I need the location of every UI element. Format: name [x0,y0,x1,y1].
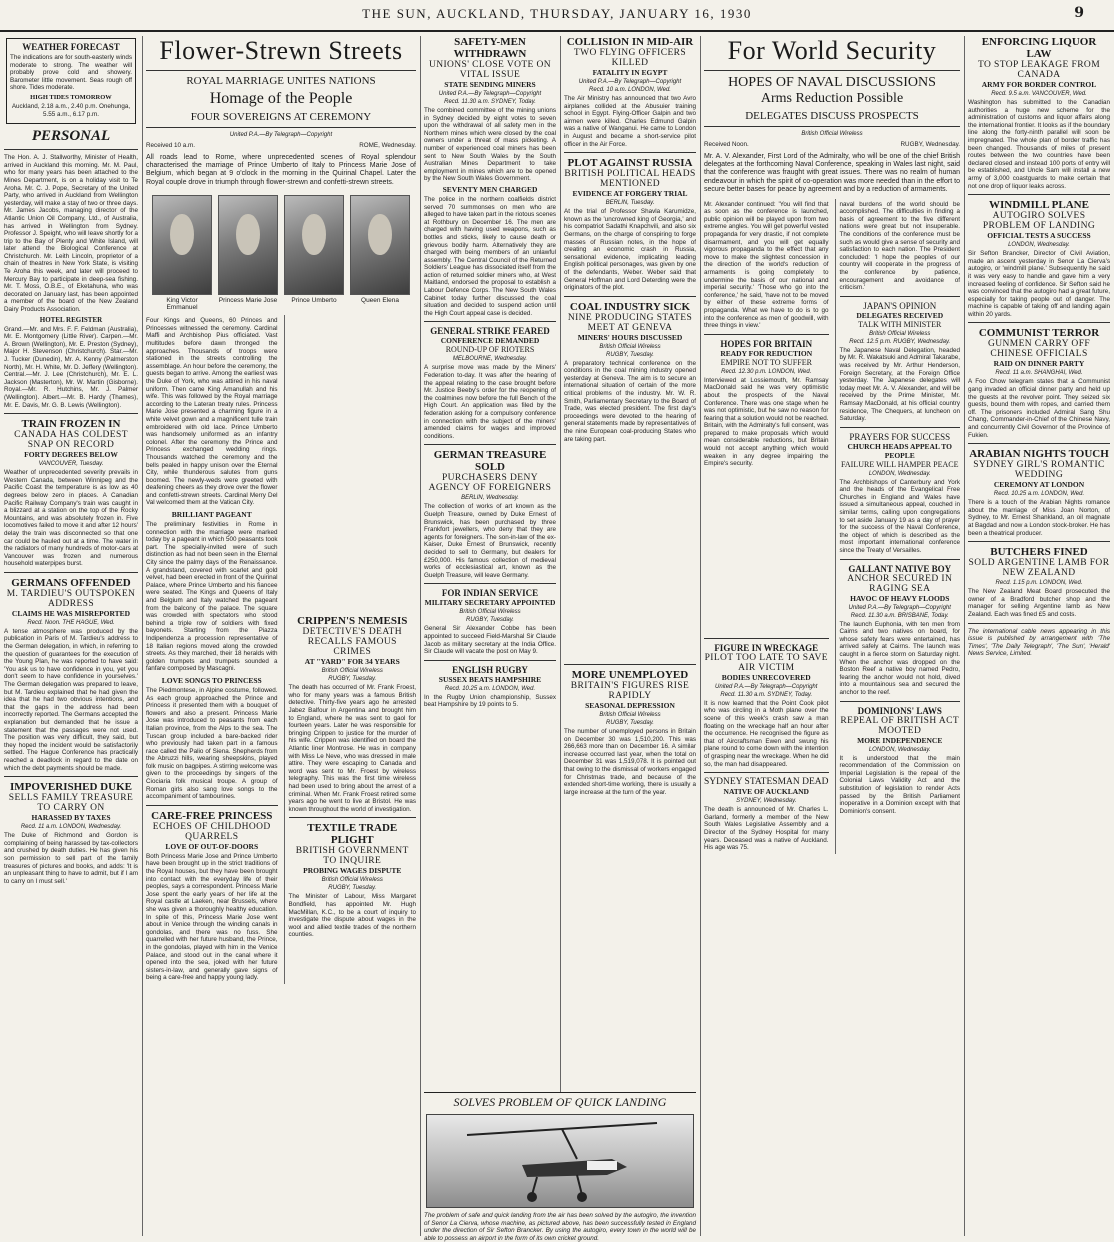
textile-text: The Minister of Labour, Miss Margaret Bondfield, has appointed Mr. Hugh MacMillan, K.C., to be a court of inquiry to investigate the dispute about wages in the wool and allied textile trades of the northern counties. [288,893,416,939]
unemp-credit: British Official Wireless [599,712,661,718]
collision-sub2: FATALITY IN EGYPT [592,68,668,77]
japan-sub1: DELEGATES RECEIVED [856,310,944,320]
indian-heading: FOR INDIAN SERVICE [441,588,539,599]
windmill-sub2: OFFICIAL TESTS A SUCCESS [987,231,1091,241]
unemp-dateline: RUGBY, Tuesday. [606,720,654,726]
flower-col-b [284,315,417,984]
liquor-sub1: TO STOP LEAKAGE FROM CANADA [977,60,1101,80]
dominion-sub1: REPEAL OF BRITISH ACT MOOTED [840,715,960,736]
rugby-dateline: Recd. 10.25 a.m. LONDON, Wed. [444,685,536,692]
wreckage-text: It is now learned that the Point Cook pilot who was circling in a Moth plane over the scene of this week's crash saw a man floating on the wreckage half an hour after the occurrence. He recognised the figure as that of Aircraftsman Ewen and swung his plane round to come down with the intention of grasping near the wreckage. When he did so, the man had disappeared. [704,699,829,768]
arabian-heading: ARABIAN NIGHTS TOUCH [969,448,1109,461]
collision-sub1: TWO FLYING OFFICERS KILLED [573,48,687,68]
coal-credit: British Official Wireless [599,343,661,350]
personal-heading: PERSONAL [31,128,111,145]
flower-received: Received 10 a.m. [146,142,196,149]
strike-dateline: MELBOURNE, Wednesday. [452,356,528,363]
wreckage-sub2: BODIES UNRECOVERED [721,672,811,682]
collision-credit: United P.A.—By Telegraph—Copyright [578,79,682,85]
flower-sub3: FOUR SOVEREIGNS AT CEREMONY [190,111,372,123]
germans-sub1: M. TARDIEU'S OUTSPOKEN ADDRESS [6,588,136,609]
dominion-sub2: MORE INDEPENDENCE [857,735,943,745]
photo-caption: Queen Elena [361,297,399,305]
duke-text: The Duke of Richmond and Gordon is complaining of being harassed by tax-collectors and crushed by death duties. He has given his son permission to sell part of the family treasures of pictures and books, and adds: 'It is an unpleasant thing to have to admit, but if I am to carry on I must sell.' [4,832,138,885]
arabian-text: There is a touch of the Arabian Nights romance about the marriage of Miss Joan Norton, of Sydney, to Mr. Ernest Shankland, an oil magnate at Bagdad and now a London stock-broker. He has been a theatrical producer. [968,499,1110,537]
autogiro-drawing [427,1115,697,1207]
butchers-sub: SOLD ARGENTINE LAMB FOR NEW ZEALAND [968,558,1110,579]
photo-queen [350,195,410,295]
flower-body4: Both Princess Marie Jose and Prince Umberto have been brought up in the strict traditions of the Royal houses, but they have been brought into contact with the everyday life of their peoples, says a correspondent. Princess Marie Jose spent the early years of her life at the Royal castle at Laeken, near Brussels, where she was given a thoroughly healthy education. In spite of this, Princess Marie Jose went about in Venice through the winding canals in gondolas, and there was no fuss. She quarrelled with her future husband, the Prince, in the gondolas, played with him in the Venice Palace, and stood out in the canal where it opened into the sea, joked with her future sisters-in-law, and generally gave signs of being a care-free and happy young lady. [146,852,278,982]
wreckage-sub1: PILOT TOO LATE TO SAVE AIR VICTIM [704,652,828,673]
strike-text: A surprise move was made by the Miners' Federation to-day. It was after the hearing of the appeal relating to the case brought before Mr. Justice Beeby's order for the reopening of the coalmines now before the full Bench of the High Court. An application was filed by the federation asking for a compulsory conference in connection with the subject of the miners' amended claims for wages and improved conditions. [424,364,556,440]
flower-body3: The Piedmontese, in Alpine costume, followed. As each group approached the Prince and Princess it presented them with a bouquet of flowers and also a present. Princess Marie Jose was introduced to peasants from each Italian province, from the Alps to the sea. The Tuscan group included a bare-backed rider who previously had taken part in a famous race called the Palio of Siena. Shepherds from the Abruzzi hills, wearing sheepskins, played folk music on bagpipes. A stirring welcome was given to the proceedings by singers of the Ciociaria folk musical troupe. A group of Roman girls also sang love songs to the accompaniment of tambourines. [146,686,278,801]
duke-dateline: Recd. 11 a.m. LONDON, Wednesday. [20,824,122,831]
windmill-sub1: AUTOGIRO SOLVES PROBLEM OF LANDING [982,211,1096,232]
arabian-sub1: SYDNEY GIRL'S ROMANTIC WEDDING [973,460,1105,481]
wreckage-heading: FIGURE IN WRECKAGE [714,642,819,653]
column-right [968,36,1110,1236]
security-col-b [835,199,961,854]
indian-text: General Sir Alexander Cobbe has been appointed to succeed Field-Marshal Sir Claude Jacob as military secretary at the India Office. Sir Claude will vacate the post on May 9. [424,625,556,656]
russia-sub1: BRITISH POLITICAL HEADS MENTIONED [564,169,696,190]
safety-text: The combined committee of the mining unions in Sydney decided by eight votes to seven upon the withdrawal of all safety men in the Northern mines which were closed by the coal owners under a threat of mass picketing. A number of experienced coal miners has been sent to New South Wales by the South Australian Mines Department to take employment in mines which are to be opened by the New South Wales Government. [424,107,556,183]
train-sub2: FORTY DEGREES BELOW [24,450,118,460]
prayers-heading: PRAYERS FOR SUCCESS [849,431,951,442]
column-rule [964,36,965,1236]
tides-heading: HIGH TIDES TOMORROW [30,93,112,101]
hopes-sub1: READY FOR REDUCTION [720,348,813,358]
german-text: The collection of works of art known as the Guelph Treasure, owned by Duke Ernest of Brunswick, has been purchased by three Frankfort jewellers, who deny that they are agents for foreigners. The son-in-law of the ex-Kaiser, Duke Ernest of Brunswick, recently decided to sell to Germany, but dealers for £250,000. His famous collection of medieval works of ecclesiastical art, known as the Guelph Treasure, will leave Germany. [424,503,556,579]
carefree-sub: ECHOES OF CHILDHOOD QUARRELS [152,821,271,842]
germans-text: A tense atmosphere was produced by the publication in Paris of M. Tardieu's address to the German delegation, in which, in referring to the question of guarantees for the execution of the Young Plan, he was reported to have said: 'You ask us to have confidence in you, yet you don't seem to have confidence in yourselves.' The German delegation was prepared to leave, but M. Tardieu explained that he had given the idea that he had two obvious intentions, and that the gaps in the address had been incorrectly reported. The Germans accepted the explanation but demanded that he issue a statement that the passages were not used. The position was very difficult, they said, but they hoped the incident would be satisfactorily settled. The Hague Conference has practically reached a deadlock in regard to the date on which the debt payments should be made. [4,627,138,772]
autogiro-photo [426,1114,694,1208]
rugby-text: In the Rugby Union championship, Sussex beat Hampshire by 19 points to 5. [424,693,556,709]
duke-heading: IMPOVERISHED DUKE [10,781,132,794]
unemp-sub1: BRITAIN'S FIGURES RISE RAPIDLY [570,681,690,701]
wreckage-credit: United P.A.—By Telegraph—Copyright [715,683,818,690]
communist-text: A Foo Chow telegram states that a Communist gang invaded an official dinner party and held up the guests at the revolver point. They seized six guests, bound them with ropes, and carried them off. The prisoners included Admiral Sang Shu Chang, Commander-in-Chief of the Chinese Navy, and concurrently Civil Governor of the Province of Fukien. [968,378,1110,439]
rugby-sub: SUSSEX BEATS HAMPSHIRE [438,674,542,684]
indian-credit: British Official Wireless [459,609,521,616]
russia-dateline: BERLIN, Tuesday. [605,200,655,207]
photo-king [152,195,212,295]
carefree-sub2: LOVE OF OUT-OF-DOORS [165,841,259,851]
gallant-sub2: HAVOC OF HEAVY FLOODS [850,593,950,603]
flower-credit: United P.A.—By Telegraph—Copyright [229,132,333,138]
japan-credit: British Official Wireless [869,330,931,337]
russia-sub2: EVIDENCE AT FORGERY TRIAL [572,189,688,199]
textile-dateline: RUGBY, Tuesday. [328,885,377,892]
windmill-heading: WINDMILL PLANE [989,199,1089,212]
security-lede: Mr. A. V. Alexander, First Lord of the Admiralty, who will be one of the chief British delegates at the forthcoming Naval Conference, speaking in Wales last night, said that the conference was fraught with great issues. There was no realm of human endeavour in which the spirit of co-operation was more needed than in the effort to secure better bases for peace by agreement and by a reduction of armaments. [704,152,960,194]
security-col-a [704,199,829,854]
weather-heading: WEATHER FORECAST [22,42,120,52]
strike-sub2: ROUND-UP OF RIOTERS [445,345,535,355]
communist-dateline: Recd. 11 a.m. SHANGHAI, Wed. [995,370,1083,377]
photo-captions [152,297,410,311]
flower-headline: Flower-Strewn Streets [159,36,403,65]
safety-dateline: Recd. 11.30 a.m. SYDNEY, Today. [444,99,536,105]
flower-sub2: Homage of the People [209,90,353,107]
germans-sub2: CLAIMS HE WAS MISREPORTED [11,608,131,618]
hotel-text: Grand.—Mr. and Mrs. F. F. Feldman (Australia), Mr. E. Montgomery (Little River). Carpen.—Mr. A. Brown (Wellington), Mr. E. Preston (Sydney), Major H. Stevenson (Christchurch). Star.—Mr. J. Tucker (Dunedin), Mr. A. Kenny (Palmerston North), Mr. H. White, Mr. D. Jeffery (Wellington). Central.—Mr. J. Lee (Christchurch), Mr. E. L. Jackson (Masterton), Mr. W. Martin (Gisborne). Royal.—Mr. R. Hutchins, Mr. J. Palmer (Wellington). Albert.—Mr. B. Hardy (Thames), Mr. E. Davis, Mr. G. B. Lewis (Wellington). [4,325,138,409]
personal-text: The Hon. A. J. Stallworthy, Minister of Health, arrived in Auckland this morning. Mr. M. Paul, who for many years has been attached to the Mines Department, is on a holiday visit to Te Aroha. Mr. C. J. Pope, Secretary of the United Party, who arrived in Auckland from Wellington yesterday, will make a stay of two or three days. Mr. James Jacobs, managing director of the Atlantic Union Oil Company, Ltd., of Australia, has arrived in Wellington from Sydney. Professor J. Speight, who will leave shortly for a trip to the Bay of Plenty and White Island, will later attend the Biological Conference at Christchurch. Mr. Leith Lincoln, proprietor of a chain of theatres in New York State, is visiting Te Aroha this week, and later will proceed to Mercury Bay to participate in deep-sea fishing. Mr. T. Moss, O.B.E., of Eketahuna, who was decorated on January last, has been appointed a member of the board of the New Zealand Dairy Products Association. [4,154,138,314]
statesman-heading: SYDNEY STATESMAN DEAD [704,777,829,788]
duke-sub1: SELLS FAMILY TREASURE TO CARRY ON [8,793,134,814]
liquor-heading: ENFORCING LIQUOR LAW [981,36,1097,60]
flower-body1: Four Kings and Queens, 60 Princes and Princesses witnessed the ceremony. Cardinal Maffi and Archbishop Pius officiated. Vast multitudes before dawn thronged the approaches. Thousands of troops were stationed in the streets controlling the assemblage. An hour before the ceremony, the guests began to arrive. Among the earliest was the Duke of York, who was attired in his naval uniform. Then came King Amanullah and his wife. This was followed by the Royal marriage according to the Lateran treaty rules. Princess Marie Jose presented a charming figure in a white velvet gown and a magnificent tulle train embroidered with old lace. Prince Umberto was handsomely uniformed as an infantry colonel. After the ceremony the Prince and Princess exchanged wedding rings. Thousands watched the ceremony and the bells pealed in happy unison over the Eternal City, while thunderous salutes from guns boomed. The newly-weds were greeted with deafening cheers as they drove over the flower and confetti-strewn streets. Cardinal Merry Del Val welcomed them at the Vatican City. [146,317,278,507]
communist-heading: COMMUNIST TERROR [978,327,1100,340]
statesman-text: The death is announced of Mr. Charles L. Garland, formerly a member of the New South Wales Legislative Assembly and a Director of the Sydney Hospital for many years. Deceased was a native of Auckland. His age was 75. [704,806,829,852]
security-sub2: Arms Reduction Possible [760,91,904,106]
textile-sub2: PROBING WAGES DISPUTE [303,866,402,876]
hopes-dateline: Recd. 12.30 p.m. LONDON, Wed. [721,368,812,375]
security-dateline: RUGBY, Wednesday. [900,141,960,148]
strike-heading: GENERAL STRIKE FEARED [430,326,550,337]
coal-text: A preparatory technical conference on the conditions in the coal mining industry opened yesterday at Geneva. The aim is to secure an international situation of certain of the more critical problems of the industry. Mr. W. R. Smith, Parliamentary Secretary to the Board of Trade, was elected president. The first day's proceedings were devoted to the hearing of general statements made by representatives of the nine European coal-producing States who are taking part. [564,359,696,443]
flower-lede: All roads lead to Rome, where unprecedented scenes of Royal splendour characterised the marriage of Prince Umberto of Italy to Princess Marie Jose of Belgium, which began at 9 o'clock in the morning in the Quirinal Chapel. Later the Royal couple drove in triumph through flower-strewn and confetti-strewn streets. [146,153,416,186]
wreckage-dateline: Recd. 11.30 a.m. SYDNEY, Today. [720,691,813,698]
masthead-title: THE SUN, AUCKLAND, THURSDAY, JANUARY 16, 1930 [362,6,752,21]
security-sub3: DELEGATES DISCUSS PROSPECTS [745,110,919,122]
gallant-text: The launch Euphonia, with ten men from Cairns and two natives on board, for whose safety fears were entertained, has arrived safely at Cairns. The launch was caught in a fierce storm on Saturday night. When the anchor was dropped on the Boston Reef a native boy named Pedro, fearing the anchor would not hold, dived into a mountainous sea and secured the anchor to the reef. [839,620,960,696]
prayers-sub2: FAILURE WILL HAMPER PEACE [841,459,959,469]
security-credit: British Official Wireless [801,131,863,137]
gallant-sub1: ANCHOR SECURED IN RAGING SEA [847,573,953,594]
crippen-dateline: RUGBY, Tuesday. [328,676,377,683]
rugby-heading: ENGLISH RUGBY [452,664,528,675]
seventy-heading: SEVENTY MEN CHARGED [442,184,538,194]
train-heading: TRAIN FROZEN IN [21,418,121,431]
safety-credit: United P.A.—By Telegraph—Copyright [438,91,542,97]
indian-sub: MILITARY SECRETARY APPOINTED [424,598,556,608]
safety-sub1: UNIONS' CLOSE VOTE ON VITAL ISSUE [428,60,552,80]
crippen-sub1: DETECTIVE'S DEATH RECALLS FAMOUS CRIMES [302,627,403,658]
japan-dateline: Recd. 12.5 p.m. RUGBY, Wednesday. [849,338,951,345]
crippen-heading: CRIPPEN'S NEMESIS [297,615,408,628]
gallant-credit: United P.A.—By Telegraph—Copyright [848,604,951,611]
textile-sub1: BRITISH GOVERNMENT TO INQUIRE [295,846,409,867]
gallant-dateline: Recd. 11.30 a.m. BRISBANE, Today. [850,612,949,619]
flower-col-a [146,315,278,984]
column-rule [420,36,421,1236]
indian-dateline: RUGBY, Tuesday. [466,617,514,624]
photo-caption: Prince Umberto [291,297,337,305]
russia-heading: PLOT AGAINST RUSSIA [567,157,693,170]
quick-landing-caption: The problem of safe and quick landing from the air has been solved by the autogiro, the invention of Senor La Cierva, whose machine, as pictured above, has been successfully tested in England under the direction of Sir Sefton Brancker. By using the autogiro, every town in the world will be able to possess an airport in the form of its own cricket ground. [424,1212,696,1242]
naval-text: naval burdens of the world should be accomplished. The difficulties in finding a basis of agreement to the five different nations were great but not insuperable. The conditions of the conference must be such as would give a sense of security and satisfaction to each nation. The President concluded: 'I hope the peoples of our country will cooperate in the progress of the conference by patience, encouragement and avoidance of criticism.' [839,200,960,292]
safety-heading: SAFETY-MEN WITHDRAWN [453,36,527,60]
liquor-text: Washington has submitted to the Canadian authorities a huge new scheme for the administration of customs and liquor affairs along the international frontier. It looks as if the boundary line along the forty-ninth parallel will soon be impregnated. The whole plan of border traffic has been changed. Thousands of miles of present routes between the two countries have been declared closed and instead 100 ports of entry will be established, and Uncle Sam will install a new army of 3,000 coastguards to make certain that not one drop of liquor leaks across. [968,99,1110,190]
gallant-heading: GALLANT NATIVE BOY [848,563,952,574]
butchers-text: The New Zealand Meat Board prosecuted the owner of a Bradford butcher shop and the manager for selling Argentine lamb as New Zealand. Each was fined £5 and costs. [968,588,1110,618]
photo-caption: Princess Marie Jose [218,297,278,305]
unemp-heading: MORE UNEMPLOYED [571,669,689,681]
security-body: Mr. Alexander continued: 'You will find that as soon as the conference is launched, public opinion will be played upon from two extreme angles. You will get powerful vested propaganda for very drastic, if not complete disarmament, and you will get equally vigorous propaganda to the effect that any move to make the slightest concession in the direction of the world's reduction of armaments is going completely to undermine the basis of our national and imperial security.' 'Those who go into the conference,' he said, 'have not to be moved by either of these extreme forms of propaganda. What we have to do is to go into the conference as men of goodwill, with three things in view.' [704,200,829,330]
seventy-text: The police in the northern coalfields district served 70 summonses on men who are alleged to have taken part in the riotous scenes at Rothbury on December 16. The men are charged with having used weapons, such as bottles and sticks, likely to cause death or grievous bodily harm. Alternatively they are charged with being members of an unlawful assembly. The Central Council of the Returned Soldiers' League has dissociated itself from the action of returned soldier miners who, at West Maitland, endorsed the proposal to establish a Labour Defence Corps. The New South Wales Cabinet today further discussed the coal situation and decided to suspend action until the High Court appeal case is decided. [424,195,556,317]
page-number: 9 [1074,5,1084,21]
column-collision [564,36,696,650]
unemp-text: The number of unemployed persons in Britain on December 30 was 1,510,200. This was 266,663 more than on December 16. A similar increase occurred last year, when the total on December 31 was 1,519,078. It is pointed out that owing to the dismissal of workers engaged for Christmas trade, and because of the extended short-time working, there is usually a large increase at the turn of the year. [564,728,696,796]
flower-sub1: ROYAL MARRIAGE UNITES NATIONS [186,75,376,87]
german-heading: GERMAN TREASURE SOLD [433,449,547,474]
collision-heading: COLLISION IN MID-AIR [566,36,694,48]
cable-footnote: The international cable news appearing in this issue is published by arrangement with 'The Times', 'The Daily Telegraph', 'The Sun', 'Herald' News Service, Limited. [968,627,1110,658]
japan-heading: JAPAN'S OPINION [863,300,937,311]
statesman-dateline: SYDNEY, Wednesday. [736,798,797,805]
crippen-sub2: AT "YARD" FOR 34 YEARS [304,657,400,667]
communist-sub2: RAID ON DINNER PARTY [993,359,1085,369]
flower-body2: The preliminary festivities in Rome in connection with the marriage were marked today by a pageant in which 500 peasants took part. The specially-invited were of such distinction as had not been seen in the Eternal City since the palmy days of the Renaissance. A grandstand, covered with scarlet and gold velvet, had been erected in front of the Quirinal Palace, where Prince Umberto and his fiancee were seated. The Kings and Queens of Italy and Belgium and Italy watched the pageant from the balcony of the palace. The square was crowded with spectators who stood behind a triple row of soldiers with fixed bayonets. Starting from the Piazza Indipendenza a procession representative of 18 Italian regions moved along the crowded streets. As they marched, their 18 heralds with golden trumpets and trumpets sounded a fanfare composed by Mascagni. [146,521,278,673]
masthead [0,0,1114,32]
crippen-text: The death has occurred of Mr. Frank Froest, who for many years was a famous British detective. Thirty-five years ago he arrested Jabez Balfour in Argentina and brought him to England, where he was sent to gaol for fourteen years. Later he was responsible for bringing Crippen to justice for the murder of his wife. Crippen was identified on board the Atlantic liner Montrose. He was in company with Miss Le Neve, who was dressed in male attire. They were escaping to Canada and word was sent to Mr. Froest by wireless telegraphy. This was the first time wireless had been used to bring about the arrest of a criminal. When Mr. Frank Froest retired some years ago he went to live at Bristol. He was known throughout the world of investigation. [288,684,416,813]
collision-dateline: Recd. 10 a.m. LONDON, Wed. [589,87,671,93]
quick-landing [424,1092,696,1242]
weather-box [6,38,136,124]
windmill-text: Sir Sefton Brancker, Director of Civil Aviation, made an ascent yesterday in Senor La Cierva's autogiro, or 'windmill plane.' Subsequently he said it was very easy to handle and gave him a very increased feeling of confidence. Sir Sefton said he was convinced that the autogiro had a great future, especially for taking people out of danger. The machine is capable of taking off and landing again within 20 yards. [968,250,1110,318]
tides-text: Auckland, 2.18 a.m., 2.40 p.m. Onehunga, 5.55 a.m., 6.17 p.m. [11,102,131,118]
quick-landing-heading: SOLVES PROBLEM OF QUICK LANDING [424,1092,696,1110]
dominion-heading: DOMINIONS' LAWS [857,705,942,716]
carefree-heading: CARE-FREE PRINCESS [151,809,273,822]
prayers-dateline: LONDON, Wednesday. [868,470,931,477]
train-text: Weather of unprecedented severity prevails in Western Canada, between Winnipeg and the Pacific Coast the temperature is as low as 40 degrees below zero in places. A Canadian Pacific Railway Company's train was caught in a blizzard at a station on the top of the Rocky Mountains, and was absolutely frozen in. Five locomotives failed to move it and after 12 hours' delay the train was disconnected so that one car could be hauled out at a time. The water in the radiators of many hundreds of motor-cars at Vancouver was frozen and numerous household waterpipes burst. [4,469,138,568]
arabian-dateline: Recd. 10.25 a.m. LONDON, Wed. [993,491,1085,498]
photo-caption: King Victor Emmanuel [166,297,198,312]
butchers-heading: BUTCHERS FINED [990,546,1088,559]
flower-dateline: ROME, Wednesday. [359,142,416,149]
japan-sub2: TALK WITH MINISTER [858,319,942,329]
column-left [4,36,138,1236]
security-sub1: HOPES OF NAVAL DISCUSSIONS [728,75,936,90]
collision-text: The Air Ministry has announced that two Avro airplanes collided at the Abusuier training school in Egypt. Flying-Officer Galpin and two airmen were killed. Charles Edmund Galpin was a native of Wanganui. He came to London in August and became a short-service pilot officer in the Air Force. [564,95,696,148]
liquor-sub2: ARMY FOR BORDER CONTROL [981,80,1097,89]
liquor-dateline: Recd. 9.5 a.m. VANCOUVER, Wed. [991,91,1087,97]
coal-sub2: MINERS' HOURS DISCUSSED [577,332,683,342]
strike-sub1: CONFERENCE DEMANDED [440,336,540,346]
column-safety [424,36,556,1090]
security-received: Received Noon. [704,141,749,148]
coal-heading: COAL INDUSTRY SICK [569,300,691,313]
russia-text: At the trial of Professor Shavla Karumidze, known as the 'uncrowned king of Georgia,' and his compatriot Sadathi Knapchvili, and also six Germans, on the charge of conspiring to forge masses of Russian notes, in the hope of creating an economic crash in Russia, sensational evidence, implicating leading English political personages, was given by one of the defendants, Weber. Weber said that General Hoffman and Lord Deterding were the originators of the plot. [564,208,696,292]
column-rule [142,36,143,1236]
statesman-sub: NATIVE OF AUCKLAND [723,787,809,797]
security-headline: For World Security [727,36,937,65]
love-songs-heading: LOVE SONGS TO PRINCESS [161,675,262,685]
photo-princess [218,195,278,295]
prayers-text: The Archbishops of Canterbury and York and the heads of the Evangelical Free Churches in England and Wales have issued a simultaneous appeal, couched in similar terms, calling upon congregations to set aside January 19 as a day of prayer for the success of the Naval Conference, the object of which is described as the most important international conference since the Treaty of Versailles. [839,478,960,555]
prayers-sub1: CHURCH HEADS APPEAL TO PEOPLE [847,441,953,460]
germans-dateline: Recd. Noon. THE HAGUE, Wed. [27,619,115,626]
pageant-heading: BRILLIANT PAGEANT [171,510,252,520]
dominion-text: It is understood that the main recommendation of the Commission on Imperial Legislation is the repeal of the Colonial Laws Validity Act and the substitution of legislation to render Acts passed by the British Parliament inoperative in a Dominion except with that Dominion's consent. [839,754,960,815]
column-rule [700,36,701,1236]
hopes-heading: HOPES FOR BRITAIN [720,338,813,349]
crippen-credit: British Official Wireless [321,668,383,675]
communist-sub1: GUNMEN CARRY OFF CHINESE OFFICIALS [987,339,1091,360]
german-dateline: BERLIN, Wednesday. [461,495,519,502]
coal-sub1: NINE PRODUCING STATES MEET AT GENEVA [567,312,693,333]
hopes-sub2: EMPIRE NOT TO SUFFER [720,357,812,367]
unemp-sub2: SEASONAL DEPRESSION [585,701,675,710]
textile-credit: British Official Wireless [321,877,383,884]
safety-sub2: STATE SENDING MINERS [444,80,536,89]
hotel-heading: HOTEL REGISTER [39,315,103,324]
column-rule [560,36,561,1236]
column-flower [146,36,416,1236]
photo-prince [284,195,344,295]
hopes-text: Interviewed at Lossiemouth, Mr. Ramsay MacDonald said he was very optimistic about the prospects of the Naval Conference. There was one stage when he was not optimistic, but he saw no reason for fearing that a solution would not be reached. Britain, with the Admiralty's full consent, was prepared to make proposals which would mean considerable reductions, but Britain would not accept anything which would weaken in any degree impairing the Empire's security. [704,376,829,468]
german-sub: PURCHASERS DENY AGENCY OF FOREIGNERS [428,473,552,494]
japan-text: The Japanese Naval Delegation, headed by Mr. R. Wakatsuki and Admiral Takarabe, was received by Mr. Arthur Henderson, Foreign Secretary, at the Foreign Office yesterday. The Japanese delegates will today meet Mr. A. V. Alexander, and will be received by the Prime Minister, Mr. Ramsay MacDonald, at his official country residence, The Chequers, at luncheon on Saturday. [839,346,960,423]
column-unemployed [564,660,696,1090]
royal-photos [152,195,410,295]
duke-sub2: HARASSED BY TAXES [31,813,111,823]
train-sub1: CANADA HAS COLDEST SNAP ON RECORD [14,430,128,451]
windmill-dateline: LONDON, Wednesday. [1008,242,1070,249]
train-dateline: VANCOUVER, Tuesday. [38,461,104,468]
coal-dateline: RUGBY, Tuesday. [606,351,654,358]
column-security [704,36,960,1236]
butchers-dateline: Recd. 1.15 p.m. LONDON, Wed. [995,580,1083,587]
dominion-dateline: LONDON, Wednesday. [868,746,931,753]
germans-heading: GERMANS OFFENDED [11,576,131,589]
arabian-sub2: CEREMONY AT LONDON [993,480,1085,490]
textile-heading: TEXTILE TRADE PLIGHT [307,822,398,847]
weather-text: The indications are for south-easterly winds moderate to strong. The weather will probably prove cold and showery. Barometer little movement. Seas rough off shore. Tides moderate. [10,54,132,92]
